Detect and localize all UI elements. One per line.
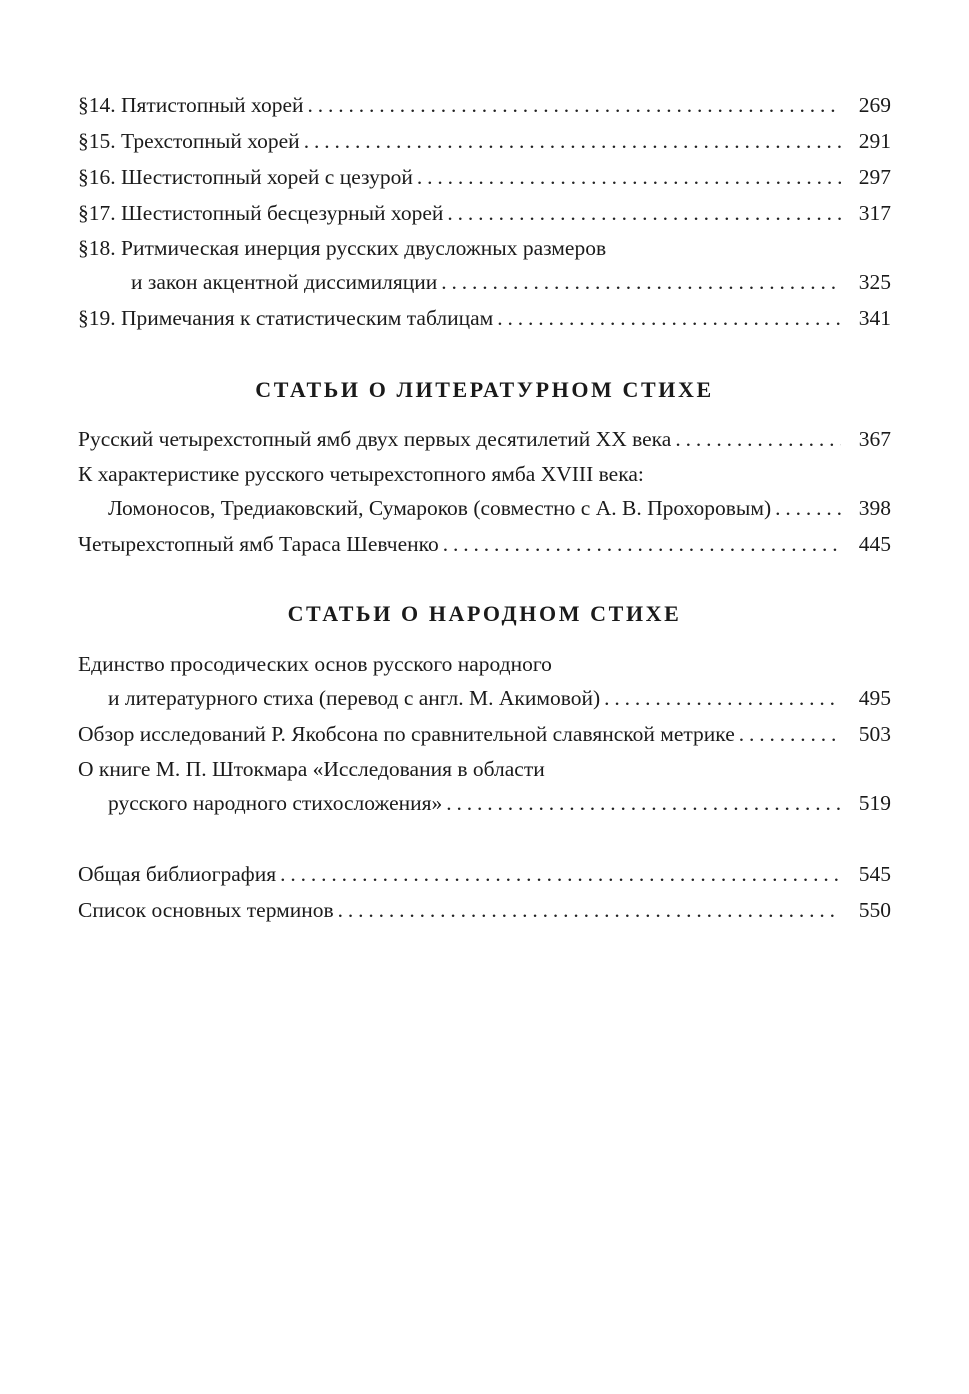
entry-title-line2: и закон акцентной диссимиляции [131, 270, 438, 294]
toc-entry [78, 532, 891, 556]
entry-title: §19. Примечания к статистическим таблицам [78, 306, 494, 330]
entry-title-line2: и литературного стиха (перевод с англ. М. Акимовой) [108, 686, 601, 710]
entry-page: 550 [858, 898, 891, 922]
toc-entry-multiline [78, 236, 891, 294]
entry-page: 341 [858, 306, 891, 330]
entry-title-line1: К характеристике русского четырехстопного ямба XVIII века: [78, 462, 644, 486]
toc-entry-continuation [78, 791, 891, 815]
entry-page: 495 [858, 686, 891, 710]
entry-title: Обзор исследований Р. Якобсона по сравнительной славянской метрике [78, 722, 735, 746]
toc-entry [78, 201, 891, 225]
toc-literary-block [78, 427, 891, 556]
entry-title: §15. Трехстопный хорей [78, 129, 300, 153]
entry-title: Список основных терминов [78, 898, 334, 922]
toc-entry-continuation [78, 270, 891, 294]
toc-appendix-block [78, 862, 891, 922]
entry-page: 325 [858, 270, 891, 294]
entry-page: 291 [858, 129, 891, 153]
dot-leader [417, 165, 841, 189]
toc-entry [78, 306, 891, 330]
toc-sections-block [78, 93, 891, 330]
entry-title: §14. Пятистопный хорей [78, 93, 304, 117]
dot-leader [441, 270, 841, 294]
entry-title: Русский четырехстопный ямб двух первых десятилетий XX века [78, 427, 672, 451]
toc-entry [78, 129, 891, 153]
toc-entry [78, 165, 891, 189]
toc-entry-multiline [78, 652, 891, 710]
entry-page: 398 [858, 496, 891, 520]
toc-entry-continuation [78, 496, 891, 520]
entry-title-line1: §18. Ритмическая инерция русских двусложных размеров [78, 236, 607, 260]
entry-title: §17. Шестистопный бесцезурный хорей [78, 201, 444, 225]
dot-leader [280, 862, 841, 886]
dot-leader [775, 496, 841, 520]
entry-page: 519 [858, 791, 891, 815]
entry-title-line1: О книге М. П. Штокмара «Исследования в области [78, 757, 545, 781]
dot-leader [308, 93, 841, 117]
dot-leader [338, 898, 841, 922]
toc-entry-multiline [78, 757, 891, 815]
toc-folk-block [78, 652, 891, 815]
dot-leader [446, 791, 841, 815]
entry-title-line2: русского народного стихосложения» [108, 791, 443, 815]
entry-title: Общая библиография [78, 862, 277, 886]
entry-page: 297 [858, 165, 891, 189]
dot-leader [443, 532, 841, 556]
entry-title-line2: Ломоносов, Тредиаковский, Сумароков (совместно с А. В. Прохоровым) [108, 496, 772, 520]
dot-leader [604, 686, 841, 710]
toc-entry [78, 898, 891, 922]
entry-title: §16. Шестистопный хорей с цезурой [78, 165, 413, 189]
dot-leader [497, 306, 841, 330]
entry-page: 445 [858, 532, 891, 556]
toc-entry-continuation [78, 686, 891, 710]
entry-page: 545 [858, 862, 891, 886]
toc-entry [78, 93, 891, 117]
toc-entry [78, 862, 891, 886]
dot-leader [739, 722, 841, 746]
entry-title: Четырехстопный ямб Тараса Шевченко [78, 532, 439, 556]
toc-entry [78, 427, 891, 451]
section-heading-literary: СТАТЬИ О ЛИТЕРАТУРНОМ СТИХЕ [255, 377, 714, 402]
entry-page: 367 [858, 427, 891, 451]
entry-page: 269 [858, 93, 891, 117]
entry-title-line1: Единство просодических основ русского народного [78, 652, 552, 676]
dot-leader [447, 201, 841, 225]
entry-page: 503 [858, 722, 891, 746]
dot-leader [675, 427, 841, 451]
toc-entry-multiline [78, 462, 891, 520]
entry-page: 317 [858, 201, 891, 225]
toc-entry [78, 722, 891, 746]
dot-leader [304, 129, 841, 153]
section-heading-folk: СТАТЬИ О НАРОДНОМ СТИХЕ [287, 601, 682, 626]
